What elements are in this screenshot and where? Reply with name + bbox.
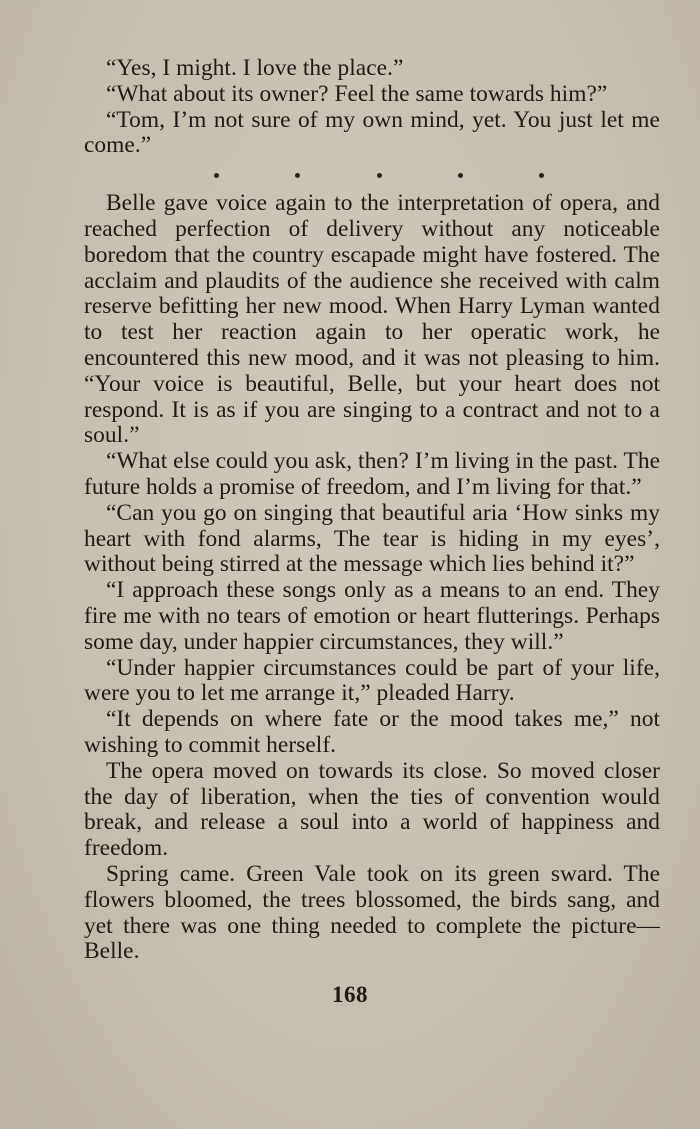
separator-dot xyxy=(539,173,544,178)
body-paragraph: Belle gave voice again to the interpretation of opera, and reached perfection of delivery without any noticeable boredom that the country escapade might have fostered. The acclaim and plaudits of the audience she received with calm reserve befitting her new mood. When Harry Lyman wanted to test her reaction again to her operatic work, he encountered this new mood, and it was not pleasing to him. “Your voice is beautiful, Belle, but your heart does not respond. It is as if you are singing to a contract and not to a soul.” xyxy=(84,190,660,449)
dialogue-paragraph: “What about its owner? Feel the same towards him?” xyxy=(106,80,608,107)
separator-dot xyxy=(458,173,463,178)
body-paragraph: The opera moved on towards its close. So moved closer the day of liberation, when the ties of convention would break, and release a soul into a world of happiness and freedom. xyxy=(84,757,660,862)
separator-dot xyxy=(377,173,382,178)
separator-dot xyxy=(214,173,219,178)
dialogue-paragraph: “Tom, I’m not sure of my own mind, yet. You just let me come.” xyxy=(84,106,660,159)
page-text xyxy=(84,56,660,965)
body-paragraph: “What else could you ask, then? I’m living in the past. The future holds a promise of freedom, and I’m living for that.” xyxy=(84,448,660,500)
body-paragraph: “Under happier circumstances could be part of your life, were you to let me arrange it,” pleaded Harry. xyxy=(84,654,660,707)
body-paragraph: “Can you go on singing that beautiful aria ‘How sinks my heart with fond alarms, The tear is hiding in my eyes’, without being stirred at the message which lies behind it?” xyxy=(84,499,660,578)
body-paragraph: “I approach these songs only as a means to an end. They fire me with no tears of emotion or heart flutterings. Perhaps some day, under happier circumstances, they will.” xyxy=(84,577,660,655)
page-number: 168 xyxy=(332,982,368,1007)
body-paragraph: “It depends on where fate or the mood takes me,” not wishing to commit herself. xyxy=(84,706,660,758)
separator-dot xyxy=(295,173,300,178)
section-separator xyxy=(214,167,544,183)
dialogue-paragraph: “Yes, I might. I love the place.” xyxy=(106,55,404,81)
body-paragraph: Spring came. Green Vale took on its green sward. The flowers bloomed, the trees blossomed, the birds sang, and yet there was one thing needed to complete the picture—Belle. xyxy=(84,860,660,965)
